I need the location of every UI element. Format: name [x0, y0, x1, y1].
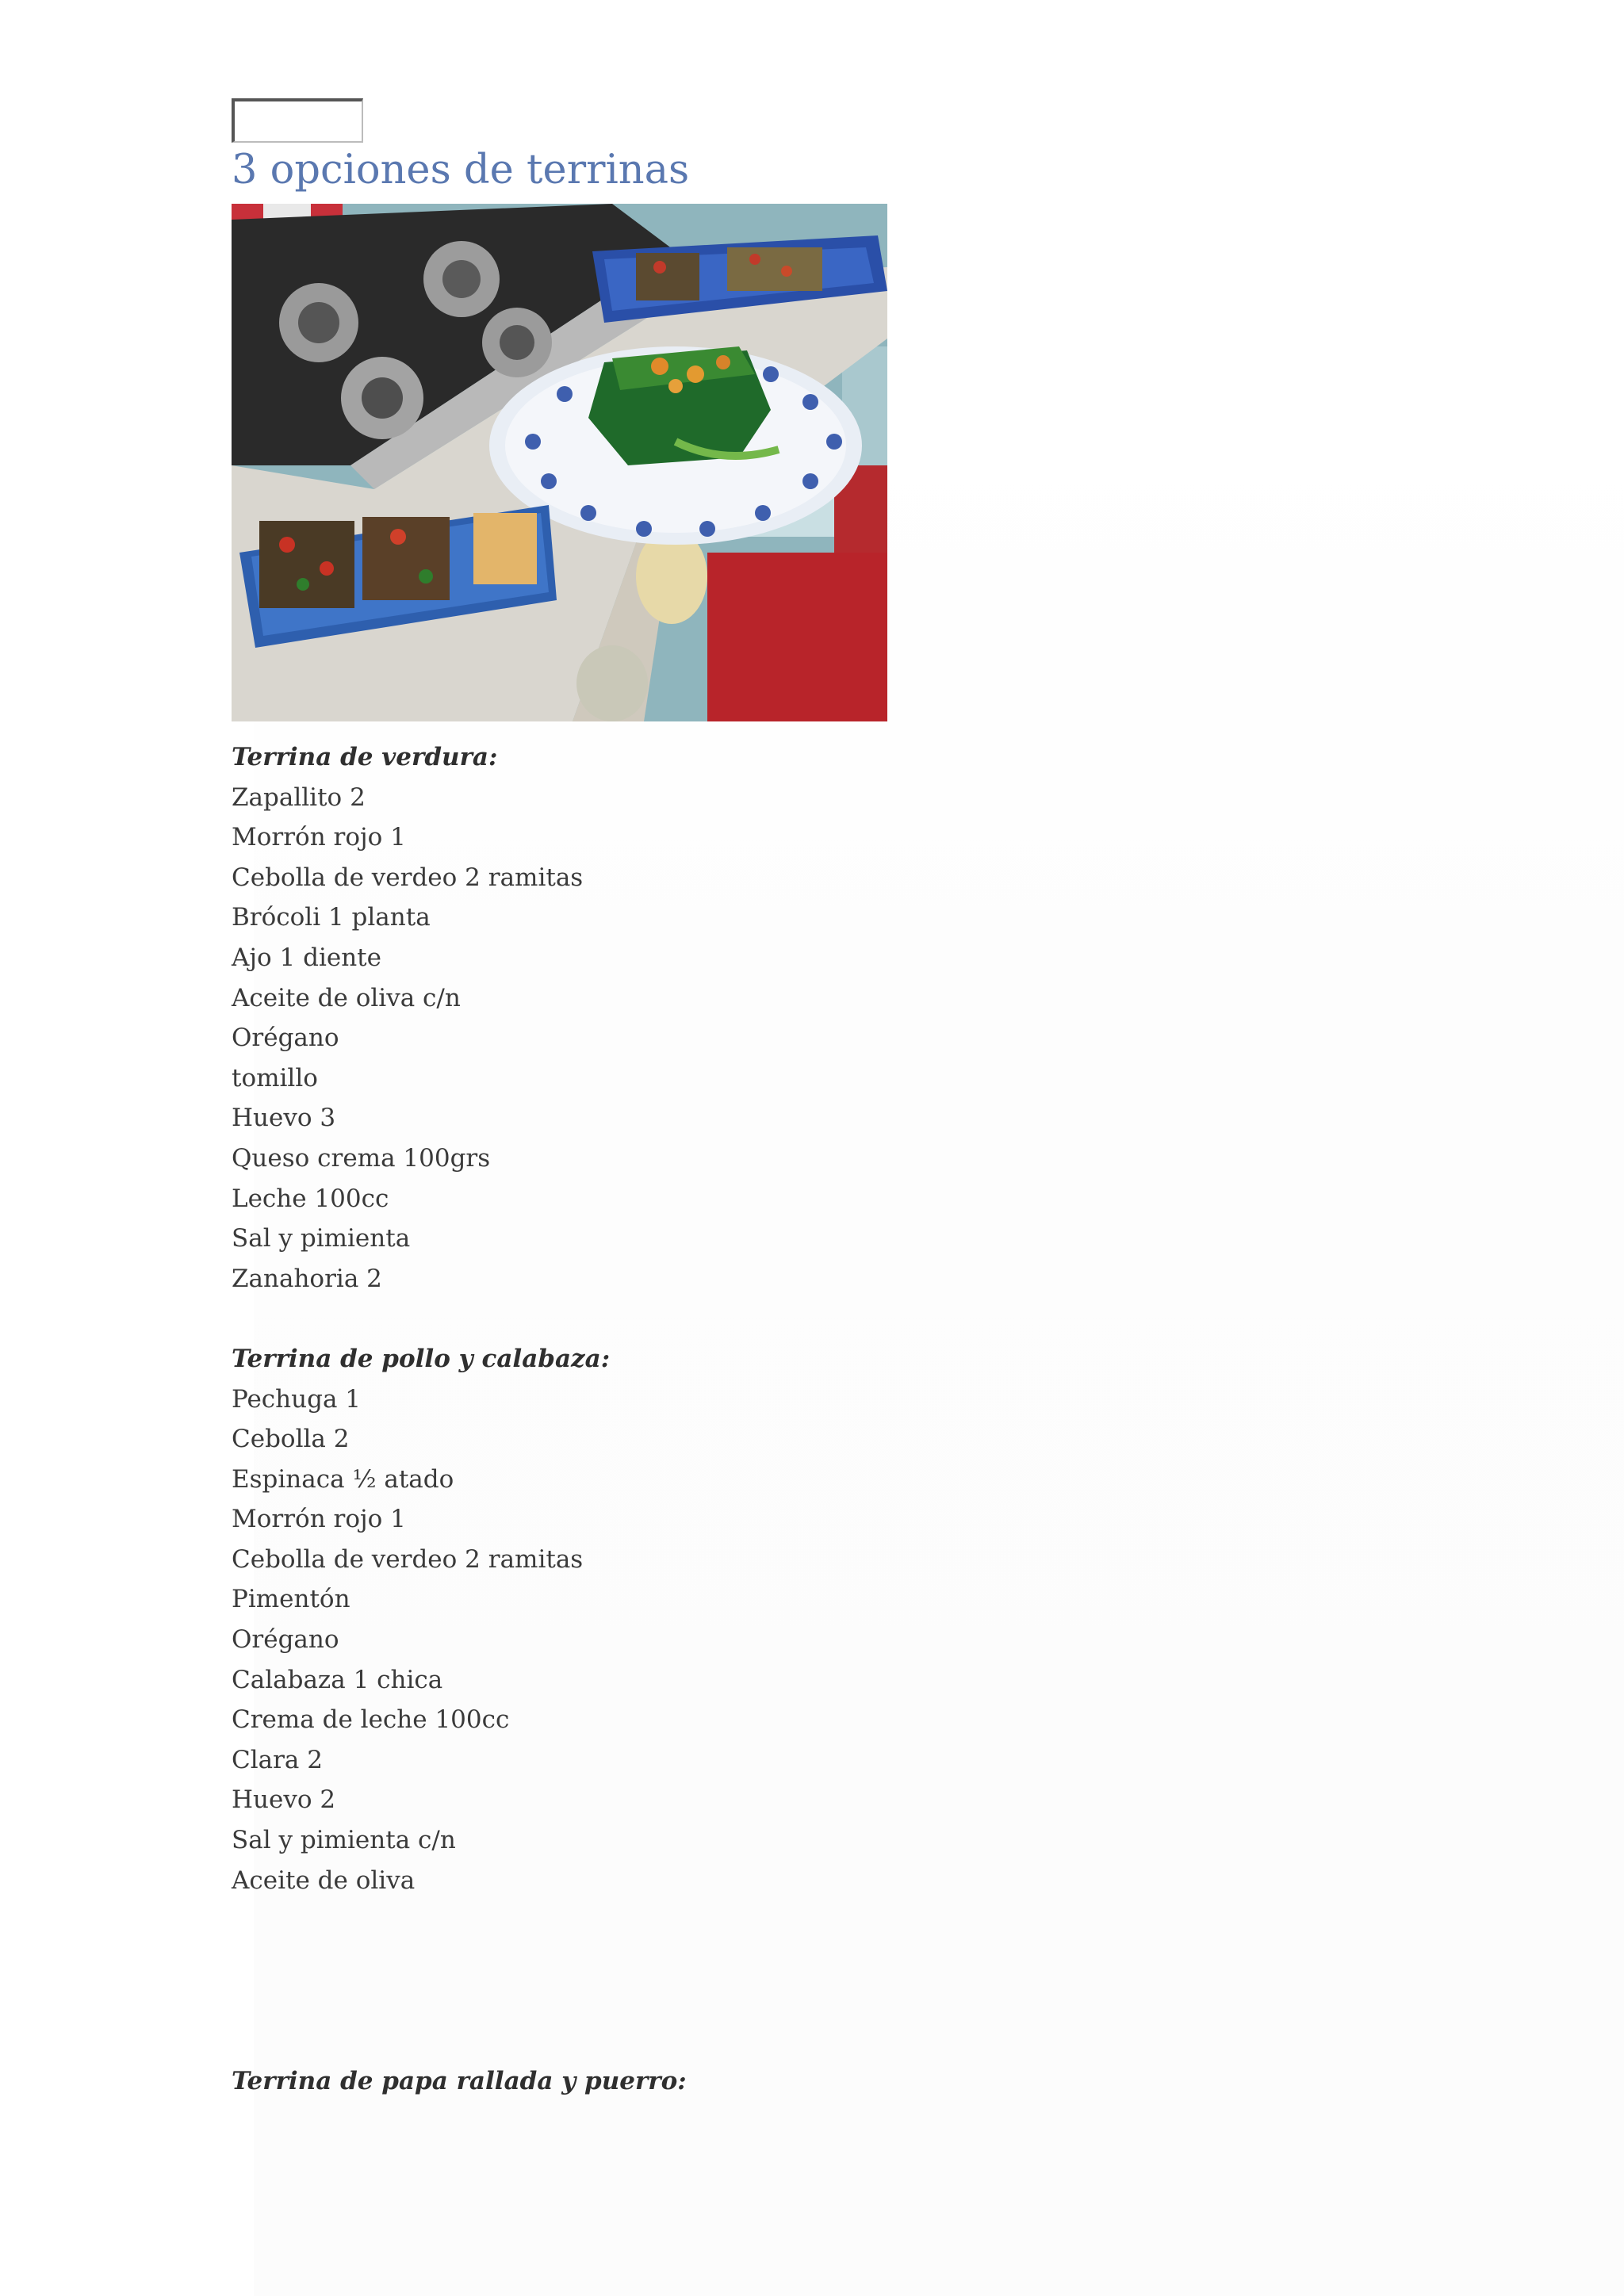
section-heading-verdura: Terrina de verdura:	[232, 743, 498, 771]
empty-text-box[interactable]	[232, 98, 363, 143]
ingredient-item: Zapallito 2	[232, 783, 366, 812]
ingredient-item: Morrón rojo 1	[232, 823, 406, 852]
ingredient-item: Clara 2	[232, 1745, 323, 1774]
ingredient-item: Zanahoria 2	[232, 1264, 382, 1293]
section-heading-papa-puerro: Terrina de papa rallada y puerro:	[232, 2067, 687, 2096]
recipe-content	[232, 737, 1342, 2102]
ingredient-item: Brócoli 1 planta	[232, 903, 431, 932]
ingredient-item: Calabaza 1 chica	[232, 1665, 443, 1694]
ingredient-item: Ajo 1 diente	[232, 943, 381, 972]
ingredient-item: Orégano	[232, 1625, 339, 1655]
ingredient-item: Sal y pimienta c/n	[232, 1826, 456, 1855]
ingredient-item: Orégano	[232, 1024, 339, 1053]
ingredient-item: Pimentón	[232, 1585, 350, 1614]
ingredient-item: Leche 100cc	[232, 1184, 389, 1213]
section-spacer	[232, 1900, 1342, 2061]
ingredient-item: Sal y pimienta	[232, 1224, 411, 1253]
ingredient-item: Huevo 3	[232, 1104, 336, 1133]
ingredient-item: Morrón rojo 1	[232, 1505, 406, 1534]
ingredient-item: Queso crema 100grs	[232, 1143, 491, 1173]
ingredient-item: Pechuga 1	[232, 1384, 362, 1414]
ingredient-item: Cebolla de verdeo 2 ramitas	[232, 863, 584, 892]
ingredient-item: Cebolla 2	[232, 1425, 350, 1454]
ingredient-item: Aceite de oliva c/n	[232, 983, 461, 1012]
ingredient-item: Espinaca ½ atado	[232, 1464, 454, 1494]
section-spacer	[232, 1299, 1342, 1339]
ingredient-item: Crema de leche 100cc	[232, 1705, 510, 1735]
ingredient-item: Aceite de oliva	[232, 1866, 416, 1895]
terrinas-photo	[232, 204, 887, 721]
ingredient-item: tomillo	[232, 1063, 318, 1093]
page-title: 3 opciones de terrinas	[232, 147, 690, 193]
ingredient-item: Cebolla de verdeo 2 ramitas	[232, 1544, 584, 1574]
section-heading-pollo-calabaza: Terrina de pollo y calabaza:	[232, 1344, 611, 1373]
ingredient-item: Huevo 2	[232, 1785, 336, 1815]
